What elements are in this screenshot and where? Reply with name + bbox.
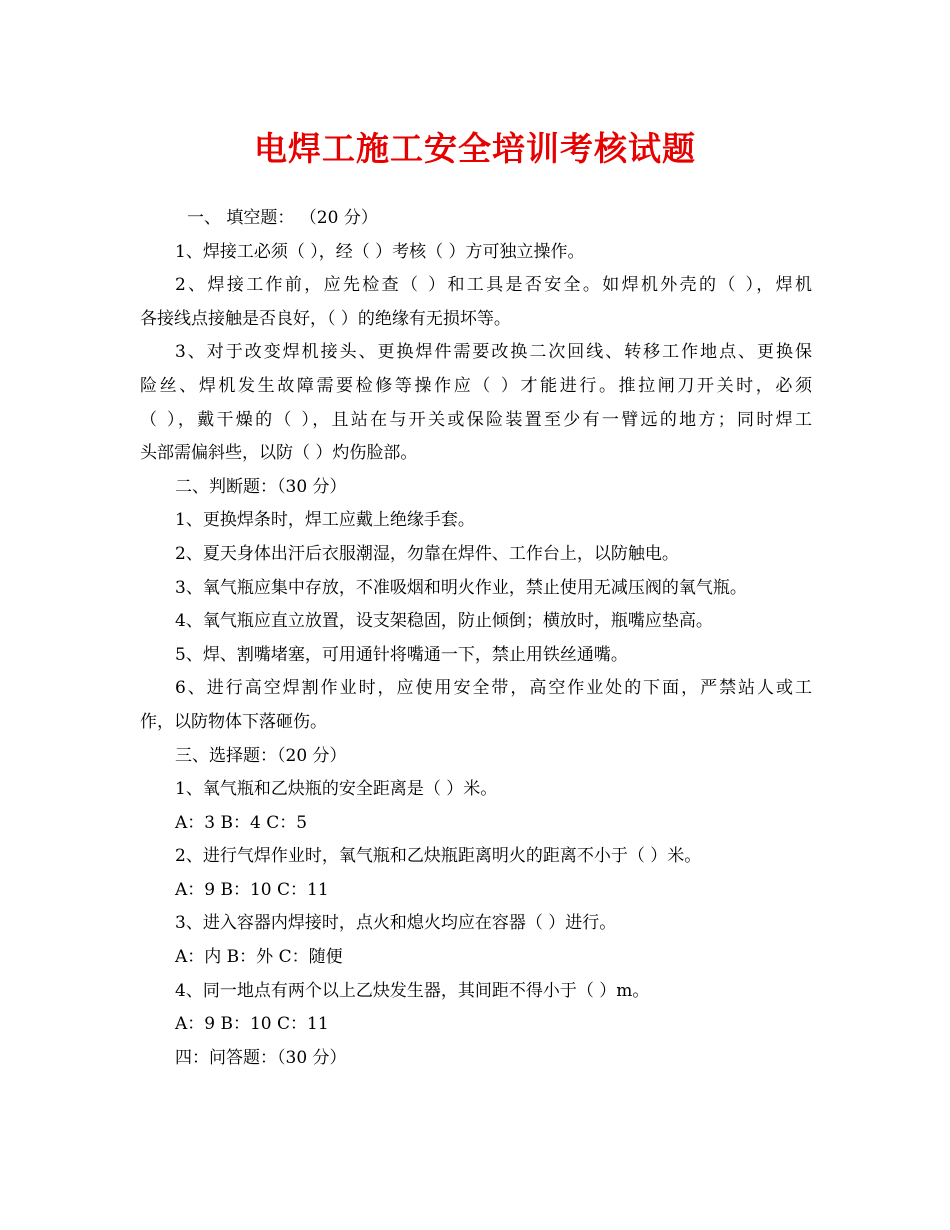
choice-question-1-options: A：3 B：4 C：5: [175, 812, 308, 833]
fill-question-3-line-4: 头部需偏斜些，以防（ ）灼伤脸部。: [140, 443, 418, 464]
choice-question-2-options: A：9 B：10 C：11: [175, 879, 329, 900]
choice-question-3-options: A：内 B：外 C：随便: [175, 947, 343, 968]
choice-question-4-options: A：9 B：10 C：11: [175, 1014, 329, 1035]
judge-question-2: 2、夏天身体出汗后衣服潮湿，勿靠在焊件、工作台上，以防触电。: [175, 543, 679, 564]
judge-question-4: 4、氧气瓶应直立放置，设支架稳固，防止倾倒；横放时，瓶嘴应垫高。: [175, 611, 713, 632]
section-heading-fill: 一、 填空题： （20 分）: [187, 208, 378, 228]
judge-question-6-line-1: 6、进行高空焊割作业时，应使用安全带，高空作业处的下面，严禁站人或工: [175, 678, 812, 699]
section-heading-judge: 二、判断题：（30 分）: [175, 476, 347, 497]
judge-question-3: 3、氧气瓶应集中存放，不准吸烟和明火作业，禁止使用无减压阀的氧气瓶。: [175, 577, 747, 598]
judge-question-6-line-2: 作，以防物体下落砸伤。: [140, 711, 327, 732]
document-body: [140, 202, 812, 1075]
choice-question-4: 4、同一地点有两个以上乙炔发生器，其间距不得小于（ ）m。: [175, 980, 650, 1001]
choice-question-2: 2、进行气焊作业时，氧气瓶和乙炔瓶距离明火的距离不小于（ ）米。: [175, 846, 702, 867]
fill-question-3-line-1: 3、对于改变焊机接头、更换焊件需要改换二次回线、转移工作地点、更换保: [175, 342, 812, 363]
judge-question-1: 1、更换焊条时，焊工应戴上绝缘手套。: [175, 510, 475, 531]
fill-question-2-line-1: 2、焊接工作前，应先检查（ ）和工具是否安全。如焊机外壳的（ ），焊机: [175, 275, 812, 296]
fill-question-2-line-2: 各接线点接触是否良好，（ ）的绝缘有无损坏等。: [140, 308, 511, 329]
judge-question-5: 5、焊、割嘴堵塞，可用通针将嘴通一下，禁止用铁丝通嘴。: [175, 644, 628, 665]
page-title: 电焊工施工安全培训考核试题: [254, 129, 696, 168]
fill-question-3-line-2: 险丝、焊机发生故障需要检修等操作应（ ）才能进行。推拉闸刀开关时，必须: [140, 375, 812, 396]
fill-question-3-line-3: （ ），戴干燥的（ ），且站在与开关或保险装置至少有一臂远的地方；同时焊工: [140, 409, 812, 430]
choice-question-3: 3、进入容器内焊接时，点火和熄火均应在容器（ ）进行。: [175, 913, 617, 934]
section-heading-choice: 三、选择题：（20 分）: [175, 745, 347, 766]
section-heading-qa: 四：问答题：（30 分）: [175, 1047, 347, 1068]
fill-question-1: 1、焊接工必须（ ），经（ ）考核（ ）方可独立操作。: [175, 241, 585, 262]
choice-question-1: 1、氧气瓶和乙炔瓶的安全距离是（ ）米。: [175, 779, 498, 800]
